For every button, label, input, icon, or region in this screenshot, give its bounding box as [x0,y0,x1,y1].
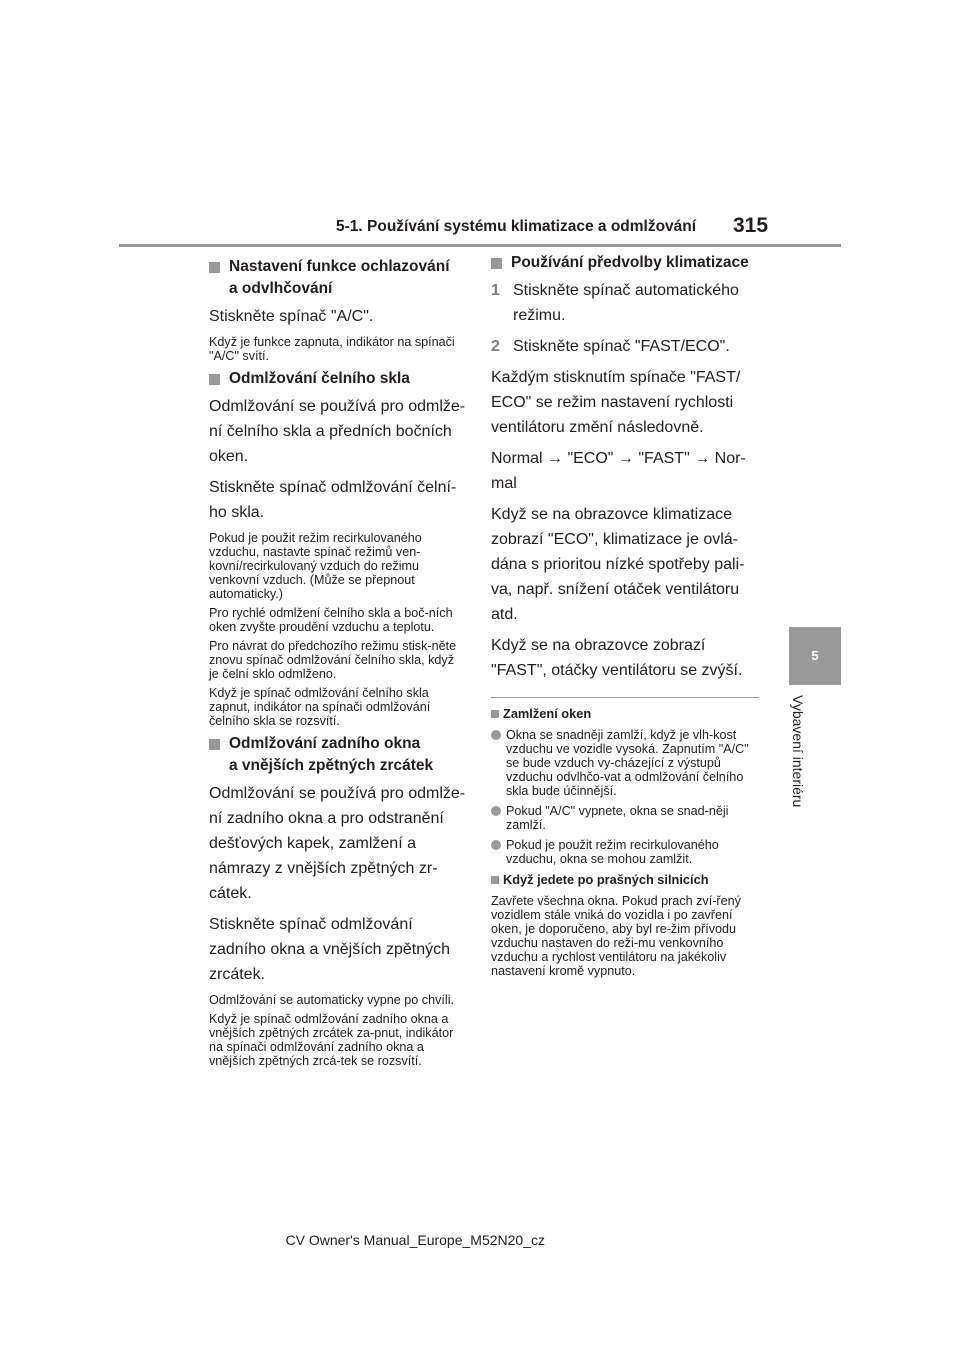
note: Odmlžování se automaticky vypne po chvíli. [209,993,454,1007]
section-heading: Odmlžování čelního skla [209,368,467,390]
circle-bullet-icon [491,730,501,740]
square-bullet-icon [209,739,220,750]
right-column [491,252,759,983]
subsection-heading: Když jedete po prašných silnicích [491,872,759,888]
left-column [209,252,467,1073]
step-item [491,334,759,359]
square-bullet-icon [209,374,220,385]
header-divider [119,244,841,247]
note: Když je funkce zapnuta, indikátor na spínači "A/C" svítí. [209,335,455,363]
bullet-item: Okna se snadněji zamlží, když je vlh-kost vzduchu ve vozidle vysoká. Zapnutím "A/C" se bude vzduch vy-cházející z výstupů vzduchu odvlhčo-vat a odmlžování čelního skla bude účinnější. [491,728,759,798]
paragraph: Stiskněte spínač "A/C". [209,308,374,325]
square-bullet-icon [491,258,502,269]
section-heading: Používání předvolby klimatizace [491,252,759,274]
paragraph: Stiskněte spínač odmlžování zadního okna a vnějších zpětných zrcátek. [209,916,451,983]
section-heading: Nastavení funkce ochlazování a odvlhčování [209,256,467,300]
subsection-heading: Zamlžení oken [491,706,759,722]
note: Pokud je použit režim recirkulovaného vzduchu, nastavte spínač režimů ven-kovní/recirkulovaný vzduch do režimu venkovní vzduch. (Může se přepnout automaticky.) [209,531,422,601]
circle-bullet-icon [491,806,501,816]
square-bullet-icon [491,710,499,718]
note: Když je spínač odmlžování čelního skla zapnut, indikátor na spínači odmlžování čelního skla se rozsvítí. [209,686,431,728]
circle-bullet-icon [491,840,501,850]
footer-manual-id: CV Owner's Manual_Europe_M52N20_cz [285,1232,545,1248]
chapter-label: Vybavení interiéru [790,695,806,808]
step-number: 1 [491,282,500,299]
bullet-item: Pokud "A/C" vypnete, okna se snad-něji zamlží. [491,804,759,832]
paragraph: Když se na obrazovce klimatizace zobrazí "ECO", klimatizace je ovlá-dána s prioritou nízké spotřeby pali-va, např. snížení otáček ventilátoru atd. [491,506,745,623]
step-item [491,278,759,328]
step-number: 2 [491,338,500,355]
note: Pro návrat do předchozího režimu stisk-něte znovu spínač odmlžování čelního skla, když je čelní sklo odmlženo. [209,639,457,681]
step-text: Stiskněte spínač "FAST/ECO". [513,338,730,355]
paragraph: Když se na obrazovce zobrazí "FAST", otáčky ventilátoru se zvýší. [491,637,743,679]
square-bullet-icon [491,876,499,884]
bullet-item: Pokud je použit režim recirkulovaného vzduchu, okna se mohou zamlžit. [491,838,759,866]
square-bullet-icon [209,262,220,273]
section-header-title: 5-1. Používání systému klimatizace a odmlžování [336,218,697,235]
paragraph: Každým stisknutím spínače "FAST/ ECO" se režim nastavení rychlosti ventilátoru změní následovně. [491,369,741,436]
note: Pro rychlé odmlžení čelního skla a boč-ních oken zvyšte proudění vzduchu a teplotu. [209,606,453,634]
paragraph: Stiskněte spínač odmlžování čelní-ho skla. [209,479,457,521]
page-number: 315 [733,214,769,237]
paragraph: Odmlžování se používá pro odmlže-ní čelního skla a předních bočních oken. [209,398,466,465]
note: Když je spínač odmlžování zadního okna a vnějších zpětných zrcátek za-pnut, indikátor na spínači odmlžování zadního okna a vnějších zpětných zrcá-tek se rozsvítí. [209,1012,454,1068]
section-heading: Odmlžování zadního okna a vnějších zpětných zrcátek [209,733,467,777]
paragraph: Odmlžování se používá pro odmlže-ní zadního okna a pro odstranění dešťových kapek, zamlžení a námrazy z vnějších zpětných zr-cátek. [209,785,466,902]
step-text: Stiskněte spínač automatického režimu. [513,282,739,324]
note: Zavřete všechna okna. Pokud prach zví-řený vozidlem stále vniká do vozidla i po zavření oken, je doporučeno, aby byl re-žim přívodu vzduchu nastaven do reži-mu venkovního vzduchu a rychlost ventilátoru na jakékoliv nastavení kromě vypnuto. [491,894,741,978]
paragraph: Normal → "ECO" → "FAST" → Nor-mal [491,450,746,492]
section-divider [491,697,759,698]
chapter-tab[interactable]: 5 [789,627,841,685]
